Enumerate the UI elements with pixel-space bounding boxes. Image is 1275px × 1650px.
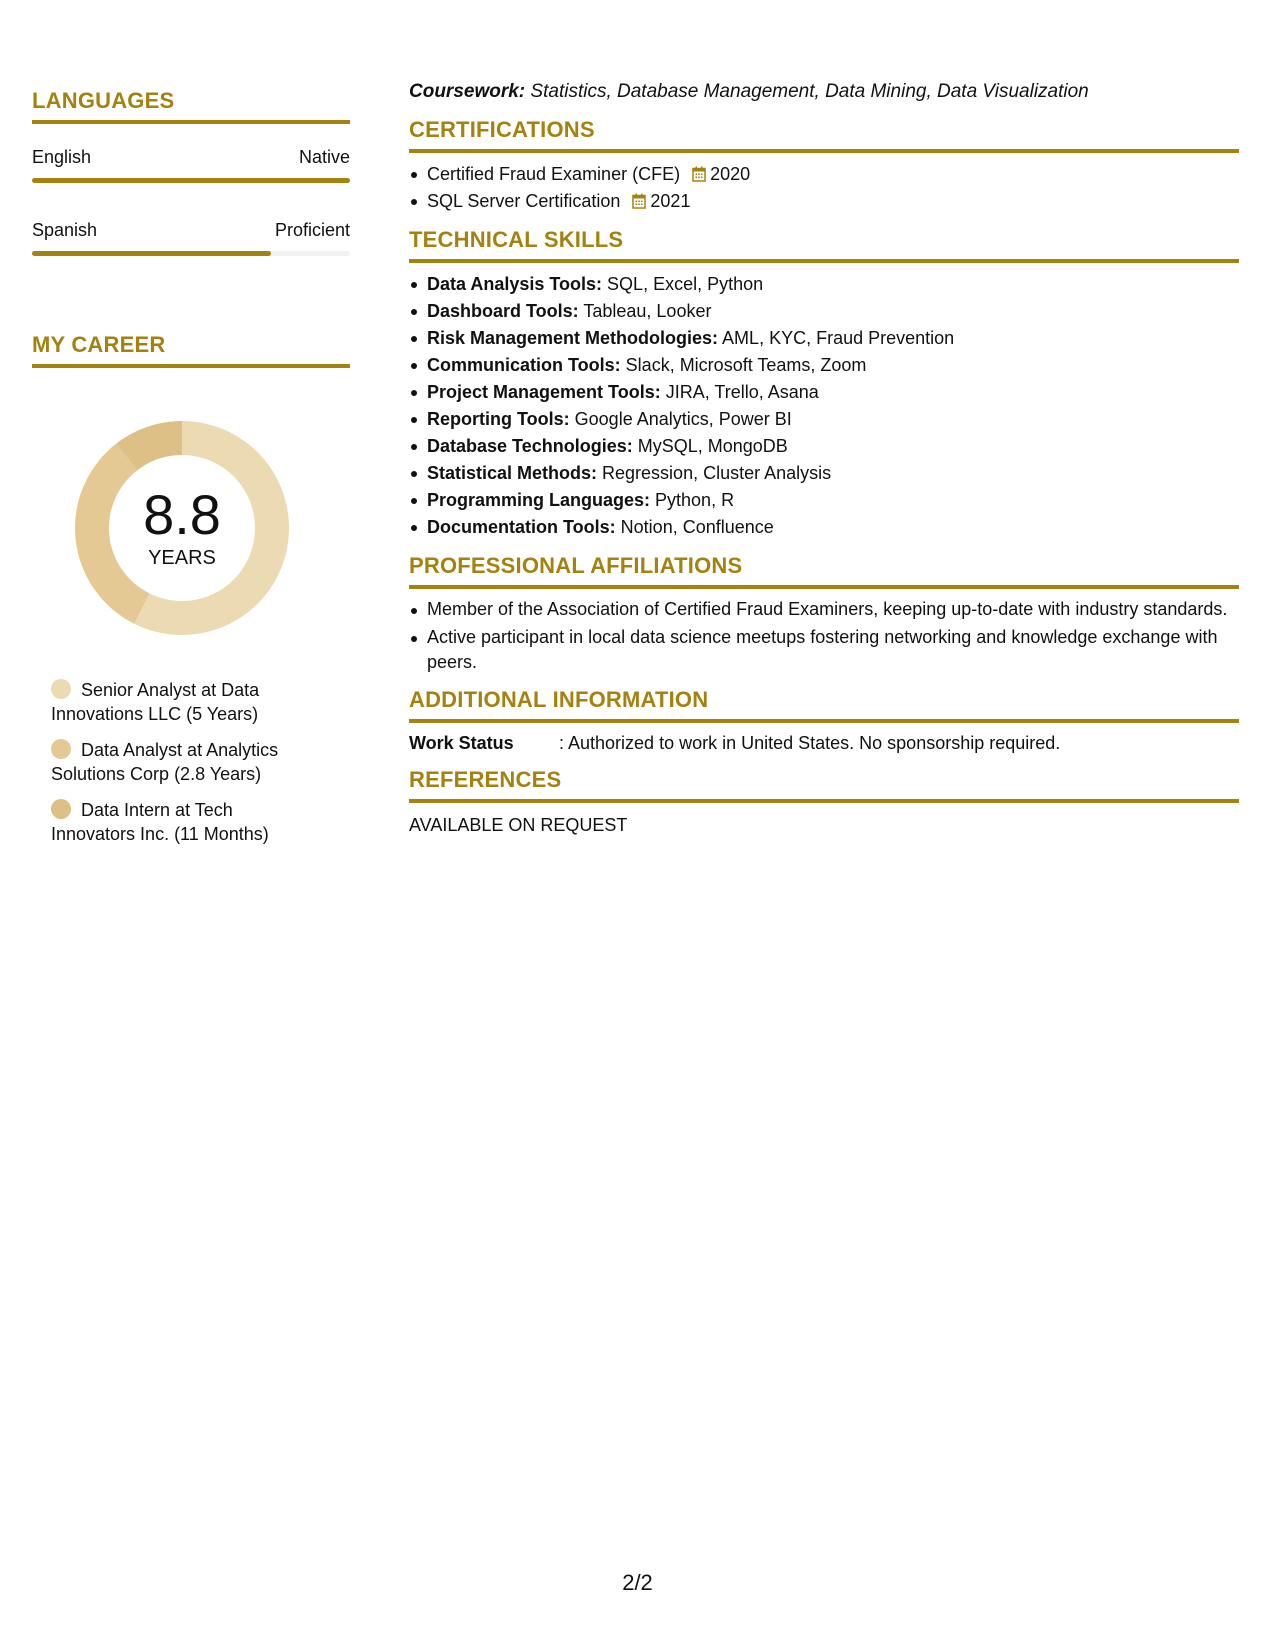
skill-label: Communication Tools:	[427, 355, 621, 375]
right-column	[409, 79, 1239, 837]
language-name: Spanish	[32, 220, 98, 240]
references-section	[409, 767, 1239, 837]
skill-label: Dashboard Tools:	[427, 301, 579, 321]
certification-year: 2021	[650, 191, 691, 211]
skill-item	[409, 325, 1239, 352]
calendar-icon	[692, 166, 706, 182]
language-name: English	[32, 147, 92, 167]
certifications-heading: CERTIFICATIONS	[409, 117, 595, 142]
skill-item	[409, 514, 1239, 541]
career-donut-chart	[66, 412, 298, 644]
technical-skills-section	[409, 227, 1239, 541]
skill-value: Slack, Microsoft Teams, Zoom	[620, 355, 867, 375]
languages-section	[32, 88, 350, 256]
references-heading: REFERENCES	[409, 767, 562, 792]
affiliation-item: Active participant in local data science meetups fostering networking and knowledge exchange with peers.	[409, 625, 1239, 675]
language-level-fill	[32, 251, 271, 256]
language-item	[32, 146, 350, 183]
career-legend	[32, 678, 350, 846]
left-column	[32, 88, 350, 858]
skill-value: Notion, Confluence	[615, 517, 774, 537]
calendar-icon	[632, 193, 646, 209]
skill-value: Python, R	[650, 490, 735, 510]
career-total-unit: YEARS	[148, 547, 216, 569]
skill-value: Regression, Cluster Analysis	[597, 463, 832, 483]
heading-rule	[32, 120, 350, 124]
language-level-bar	[32, 178, 350, 183]
skill-item	[409, 379, 1239, 406]
skill-item	[409, 487, 1239, 514]
legend-label: Senior Analyst at Data Innovations LLC (5 Years)	[51, 680, 260, 724]
certification-name: Certified Fraud Examiner (CFE)	[427, 164, 681, 184]
skill-label: Database Technologies:	[427, 436, 633, 456]
affiliations-section	[409, 553, 1239, 675]
career-section	[32, 332, 350, 846]
work-status-row	[409, 731, 1239, 755]
language-level-fill	[32, 178, 350, 183]
skill-value: MySQL, MongoDB	[632, 436, 788, 456]
coursework-text: Statistics, Database Management, Data Mining, Data Visualization	[525, 81, 1089, 102]
legend-item	[51, 798, 311, 846]
skill-value: Google Analytics, Power BI	[569, 409, 792, 429]
skill-value: JIRA, Trello, Asana	[660, 382, 819, 402]
languages-heading: LANGUAGES	[32, 88, 175, 113]
heading-rule	[32, 364, 350, 368]
skill-value: AML, KYC, Fraud Prevention	[718, 328, 955, 348]
legend-dot	[51, 739, 71, 759]
legend-dot	[51, 799, 71, 819]
additional-info-heading: ADDITIONAL INFORMATION	[409, 687, 709, 712]
certifications-section	[409, 117, 1239, 215]
skill-item	[409, 433, 1239, 460]
heading-rule	[409, 149, 1239, 153]
career-heading: MY CAREER	[32, 332, 166, 357]
legend-item	[51, 678, 311, 726]
affiliation-item: Member of the Association of Certified Fraud Examiners, keeping up-to-date with industry standards.	[409, 597, 1239, 622]
language-level: Native	[298, 147, 350, 167]
skill-item	[409, 271, 1239, 298]
skill-label: Statistical Methods:	[427, 463, 598, 483]
work-status-label: Work Status	[409, 733, 514, 753]
certification-item	[409, 188, 1239, 215]
legend-label: Data Intern at Tech Innovators Inc. (11 Months)	[51, 800, 269, 844]
references-text: AVAILABLE ON REQUEST	[409, 815, 628, 835]
skill-item	[409, 352, 1239, 379]
skill-item	[409, 406, 1239, 433]
coursework-line	[409, 79, 1239, 105]
certification-item	[409, 161, 1239, 188]
career-total-value: 8.8	[143, 483, 221, 546]
skill-item	[409, 460, 1239, 487]
work-status-value: : Authorized to work in United States. No sponsorship required.	[559, 733, 1061, 753]
skill-label: Documentation Tools:	[427, 517, 616, 537]
skill-label: Data Analysis Tools:	[427, 274, 603, 294]
skill-label: Reporting Tools:	[427, 409, 570, 429]
legend-dot	[51, 679, 71, 699]
affiliations-heading: PROFESSIONAL AFFILIATIONS	[409, 553, 743, 578]
certification-name: SQL Server Certification	[427, 191, 621, 211]
skill-label: Programming Languages:	[427, 490, 651, 510]
certification-year: 2020	[710, 164, 751, 184]
heading-rule	[409, 719, 1239, 723]
language-level-bar	[32, 251, 350, 256]
skill-value: Tableau, Looker	[578, 301, 712, 321]
legend-item	[51, 738, 311, 786]
additional-info-section	[409, 687, 1239, 755]
coursework-label: Coursework:	[409, 81, 526, 102]
page-number: 2/2	[622, 1570, 653, 1595]
skill-item	[409, 298, 1239, 325]
language-item	[32, 219, 350, 256]
heading-rule	[409, 799, 1239, 803]
heading-rule	[409, 585, 1239, 589]
legend-label: Data Analyst at Analytics Solutions Corp (2.8 Years)	[51, 740, 279, 784]
heading-rule	[409, 259, 1239, 263]
skill-label: Project Management Tools:	[427, 382, 661, 402]
language-level: Proficient	[274, 220, 350, 240]
skill-value: SQL, Excel, Python	[602, 274, 764, 294]
skill-label: Risk Management Methodologies:	[427, 328, 719, 348]
technical-skills-heading: TECHNICAL SKILLS	[409, 227, 624, 252]
